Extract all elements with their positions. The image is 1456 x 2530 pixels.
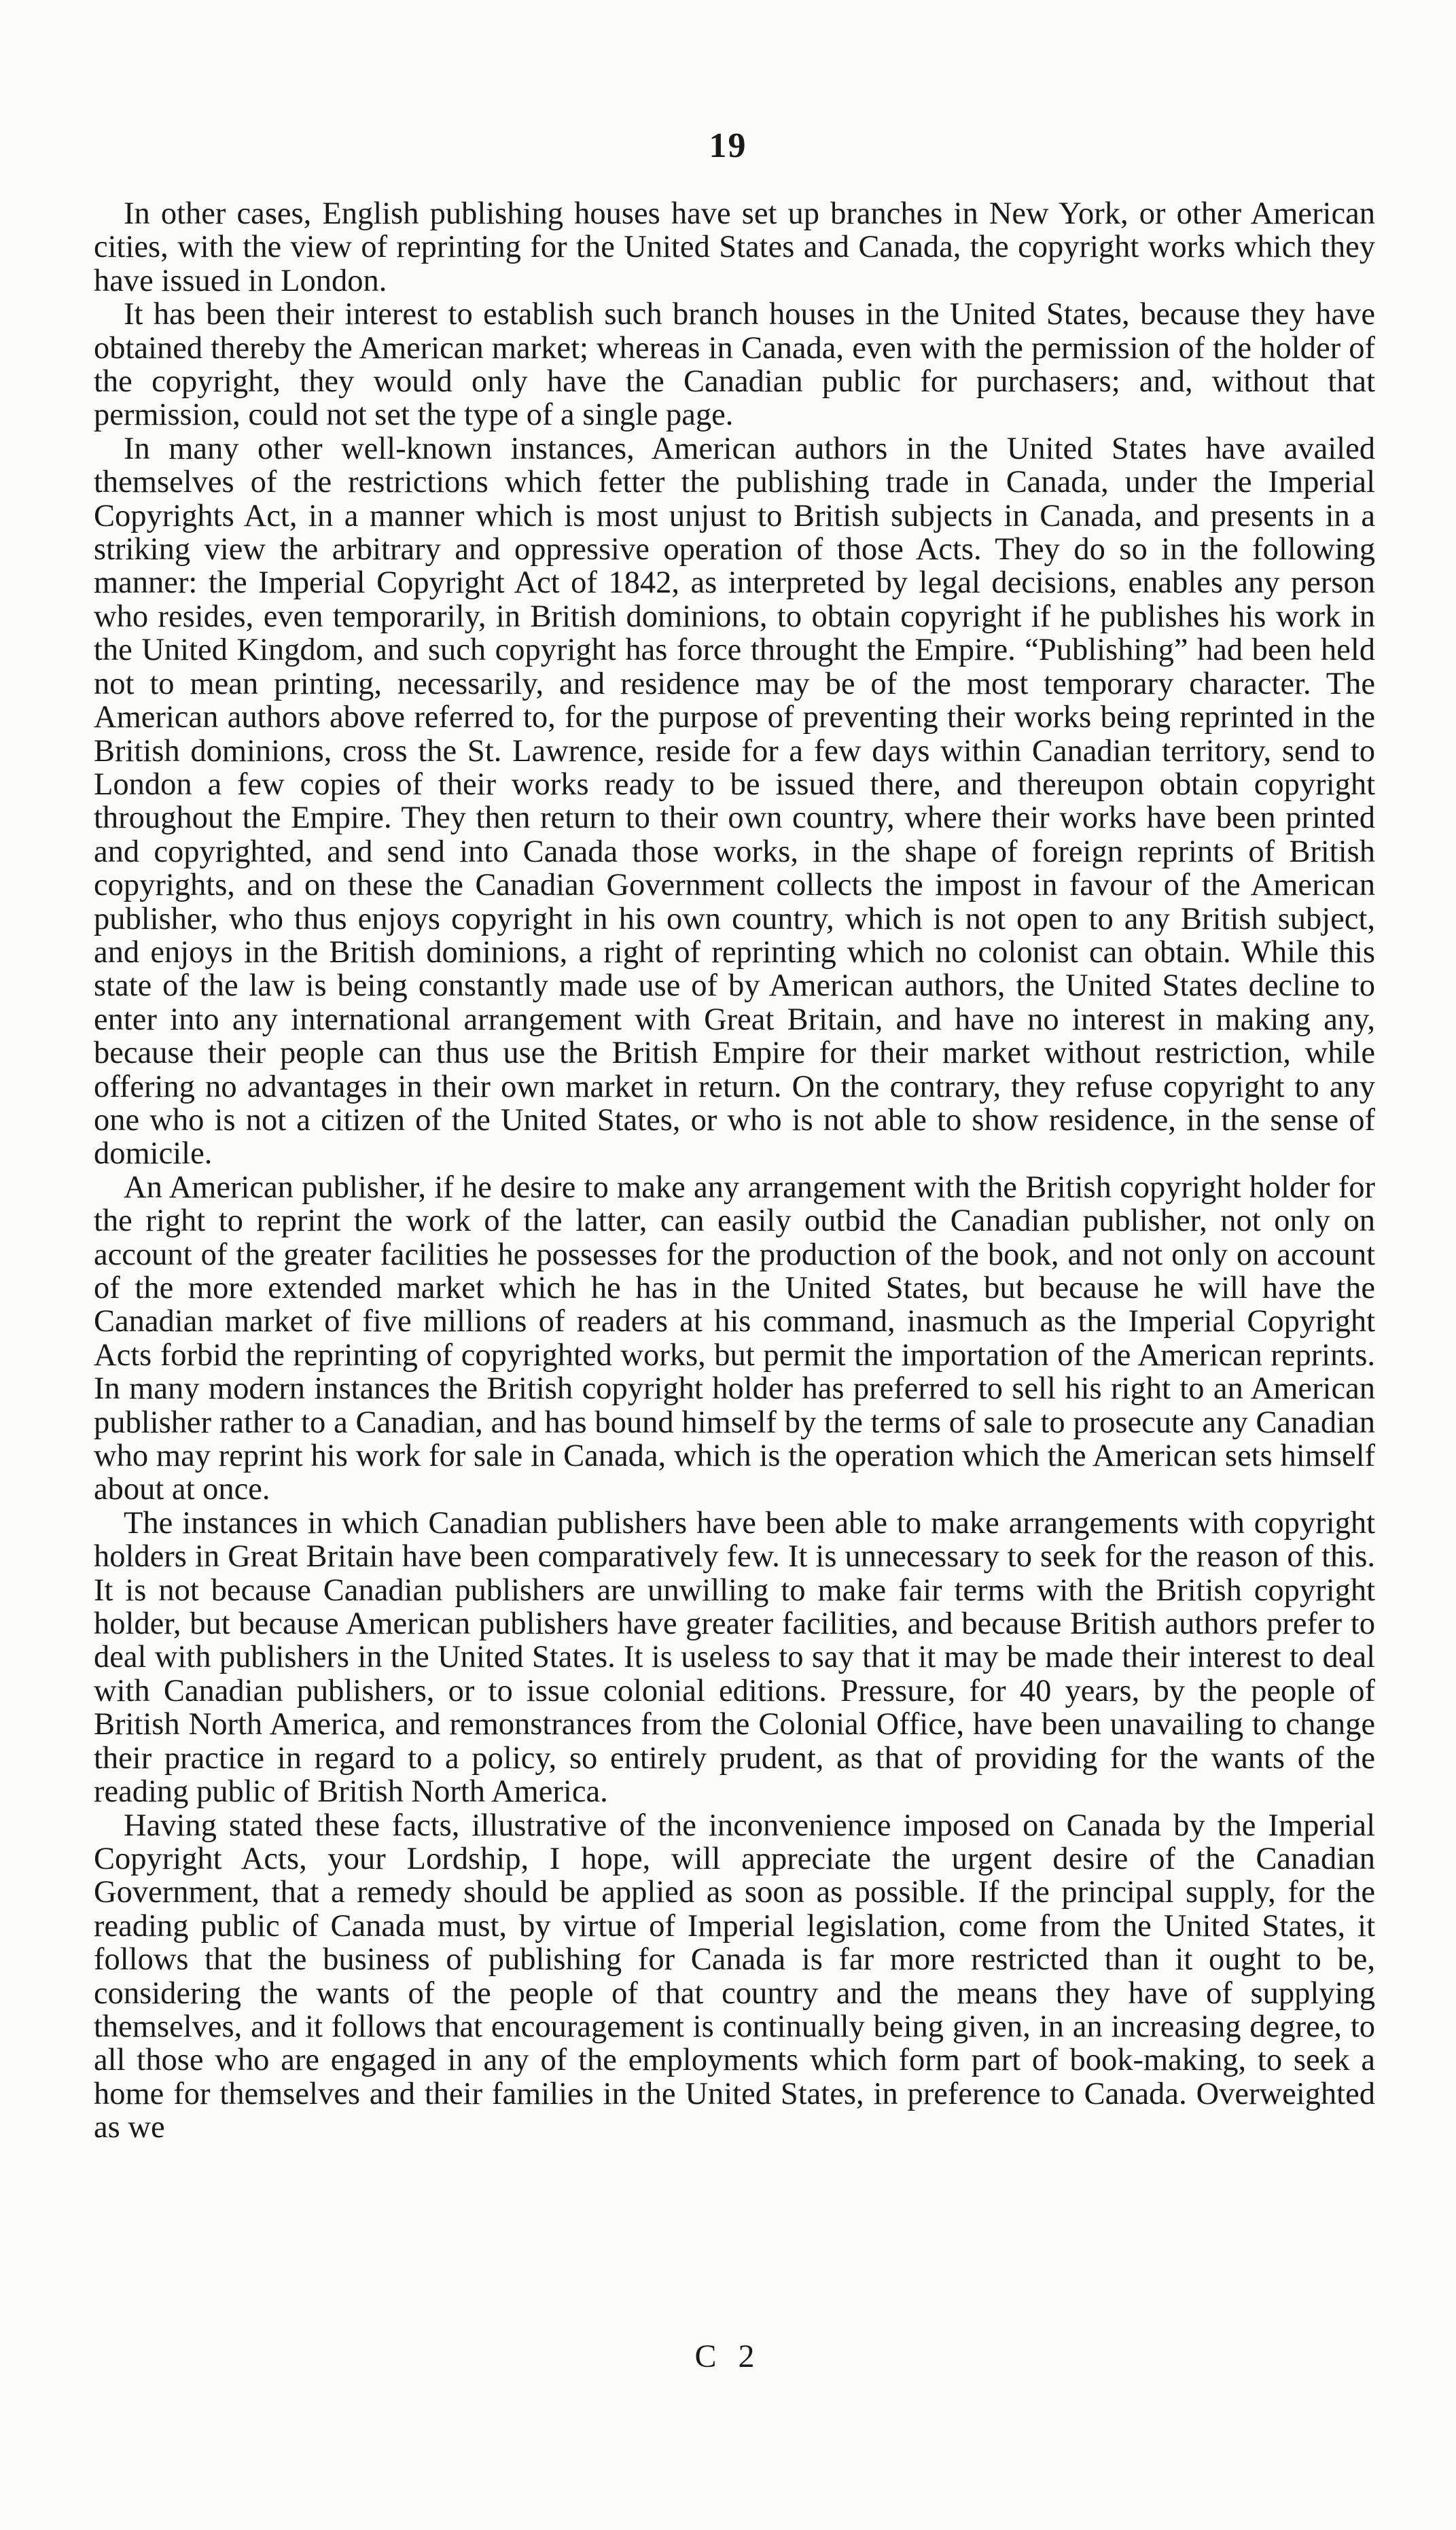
- paragraph-remedy: Having stated these facts, illustrative of the inconvenience imposed on Canada by the Imperial Copyright Acts, your Lordship, I hope, will appreciate the urgent desire of the Canadian Government, that a remedy should be applied as soon as possible. If the principal supply, for the reading public of Canada must, by virtue of Imperial legislation, come from the United States, it follows that the business of publishing for Canada is far more restricted than it ought to be, considering the wants of the people of that country and the means they have of supplying themselves, and it follows that encouragement is continually being given, in an increasing degree, to all those who are engaged in any of the employments which form part of book-making, to seek a home for themselves and their families in the United States, in preference to Canada. Overweighted as we: [94, 1808, 1375, 2145]
- signature-mark: C 2: [694, 2338, 762, 2374]
- paragraph-branch-houses: In other cases, English publishing houses have set up branches in New York, or other American cities, with the view of reprinting for the United States and Canada, the copyright works which they have issued in London.: [94, 196, 1375, 298]
- paragraph-american-authors: In many other well-known instances, American authors in the United States have availed themselves of the restrictions which fetter the publishing trade in Canada, under the Imperial Copyrights Act, in a manner which is most unjust to British subjects in Canada, and presents in a striking view the arbitrary and oppressive operation of those Acts. They do so in the following manner: the Imperial Copyright Act of 1842, as interpreted by legal decisions, enables any person who resides, even temporarily, in British dominions, to obtain copyright if he publishes his work in the United Kingdom, and such copyright has force throught the Empire. “Publishing” had been held not to mean printing, necessarily, and residence may be of the most temporary character. The American authors above referred to, for the purpose of preventing their works being reprinted in the British dominions, cross the St. Lawrence, reside for a few days within Canadian territory, send to London a few copies of their works ready to be issued there, and thereupon obtain copyright throughout the Empire. They then return to their own country, where their works have been printed and copyrighted, and send into Canada those works, in the shape of foreign reprints of British copyrights, and on these the Canadian Government collects the impost in favour of the American publisher, who thus enjoys copyright in his own country, which is not open to any British subject, and enjoys in the British dominions, a right of reprinting which no colonist can obtain. While this state of the law is being constantly made use of by American authors, the United States decline to enter into any international arrangement with Great Britain, and have no interest in making any, because their people can thus use the British Empire for their market without restriction, while offering no advantages in their own market in return. On the contrary, they refuse copyright to any one who is not a citizen of the United States, or who is not able to show residence, in the sense of domicile.: [94, 431, 1375, 1172]
- paragraph-canadian-publishers: The instances in which Canadian publishers have been able to make arrangements with copyright holders in Great Britain have been comparatively few. It is unnecessary to seek for the reason of this. It is not because Canadian publishers are unwilling to make fair terms with the British copyright holder, but because American publishers have greater facilities, and because British authors prefer to deal with publishers in the United States. It is useless to say that it may be made their interest to deal with Canadian publishers, or to issue colonial editions. Pressure, for 40 years, by the people of British North America, and remonstrances from the Colonial Office, have been unavailing to change their practice in regard to a policy, so entirely prudent, as that of providing for the wants of the reading public of British North America.: [94, 1505, 1375, 1810]
- paragraph-american-publisher: An American publisher, if he desire to make any arrangement with the British copyright holder for the right to reprint the work of the latter, can easily outbid the Canadian publisher, not only on account of the greater facilities he possesses for the production of the book, and not only on account of the more extended market which he has in the United States, but because he will have the Canadian market of five millions of readers at his command, inasmuch as the Imperial Copyright Acts forbid the reprinting of copyrighted works, but permit the importation of the American reprints. In many modern instances the British copyright holder has preferred to sell his right to an American publisher rather to a Canadian, and has bound himself by the terms of sale to prosecute any Canadian who may reprint his work for sale in Canada, which is the operation which the American sets himself about at once.: [94, 1170, 1375, 1507]
- body-text: [94, 197, 1375, 2145]
- paragraph-branch-interest: It has been their interest to establish such branch houses in the United States, because they have obtained thereby the American market; whereas in Canada, even with the permission of the holder of the copyright, they would only have the Canadian public for purchasers; and, without that permission, could not set the type of a single page.: [94, 297, 1375, 433]
- page-number: 19: [709, 126, 747, 165]
